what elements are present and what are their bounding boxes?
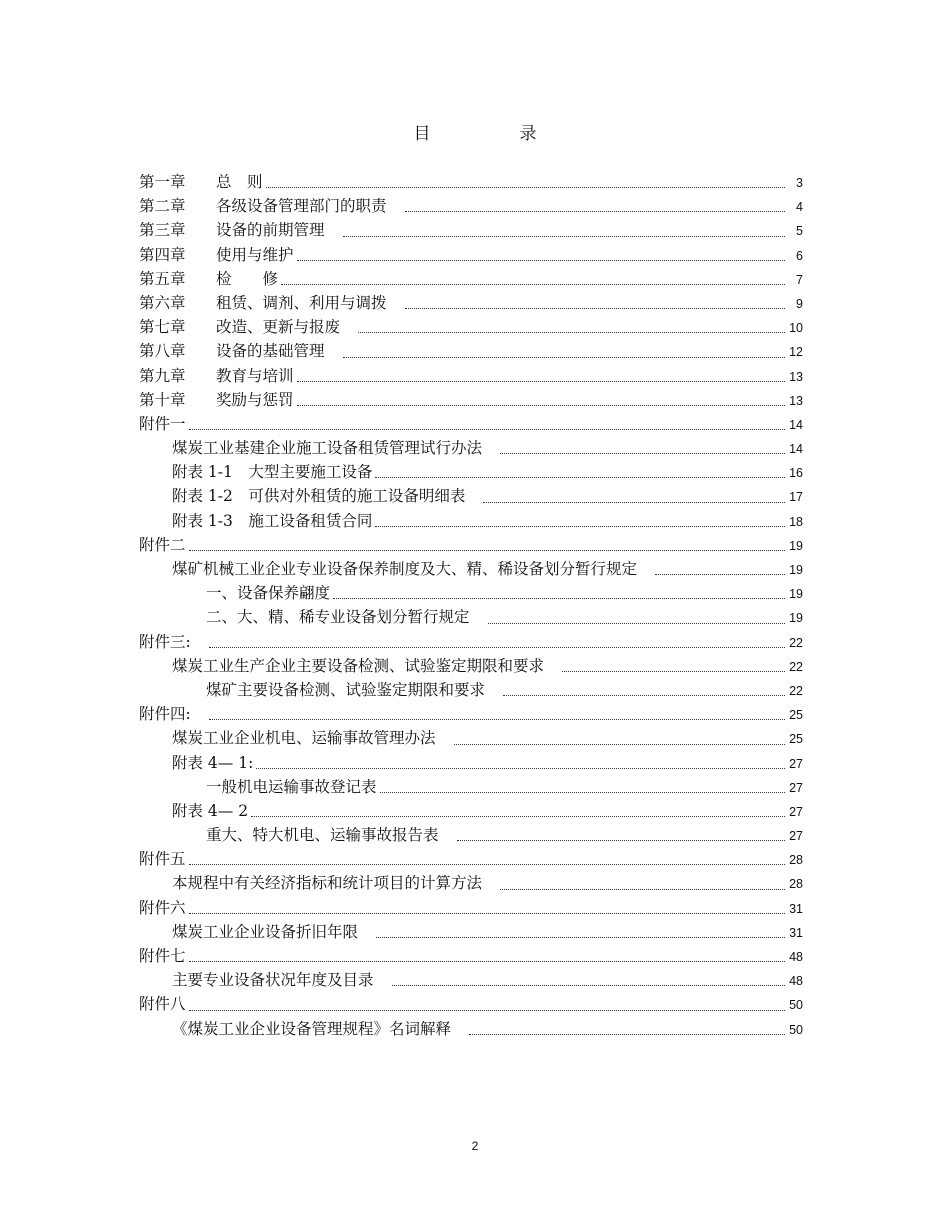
toc-entry-appendix-5[interactable] [139, 847, 803, 871]
toc-entry-appendix-3[interactable] [139, 630, 803, 654]
toc-entry-chapter-6[interactable] [139, 291, 803, 315]
entry-title: 附表 4— 1: [172, 753, 254, 772]
dot-leader [209, 705, 785, 720]
dot-leader [454, 730, 785, 745]
toc-entry-chapter-8[interactable] [139, 339, 803, 363]
dot-leader [457, 826, 785, 841]
dot-leader [405, 294, 785, 309]
toc-entry-sub[interactable] [139, 436, 803, 460]
dot-leader [375, 463, 785, 478]
chapter-title: 改造、更新与报废 [216, 318, 341, 337]
page-ref: 22 [789, 659, 803, 674]
chapter-title: 租赁、调剂、利用与调拨 [216, 293, 387, 312]
chapter-title: 各级设备管理部门的职责 [216, 197, 387, 216]
appendix-title: 附件八 [139, 995, 186, 1014]
appendix-title: 附件二 [139, 535, 186, 554]
page-ref: 27 [789, 829, 803, 844]
entry-title: 主要专业设备状况年度及目录 [172, 971, 374, 990]
entry-title: 一般机电运输事故登记表 [206, 777, 377, 796]
toc-entry-subsub[interactable] [139, 775, 803, 799]
page-ref: 22 [789, 683, 803, 698]
toc-entry-sub[interactable] [139, 557, 803, 581]
page-ref: 28 [789, 877, 803, 892]
entry-title: 煤炭工业企业设备折旧年限 [172, 922, 359, 941]
appendix-title: 附件一 [139, 414, 186, 433]
dot-leader [380, 778, 785, 793]
page-ref: 14 [789, 417, 803, 432]
page-ref: 50 [789, 1022, 803, 1037]
chapter-title: 教育与培训 [216, 366, 294, 385]
page-ref: 22 [789, 635, 803, 650]
dot-leader [189, 947, 785, 962]
entry-title: 《煤炭工业企业设备管理规程》名词解释 [172, 1019, 452, 1038]
dot-leader [375, 512, 785, 527]
toc-entry-chapter-7[interactable] [139, 315, 803, 339]
dot-leader [503, 681, 785, 696]
page-ref: 13 [789, 393, 803, 408]
toc-entry-subsub[interactable] [139, 678, 803, 702]
toc-entry-sub[interactable] [139, 509, 803, 533]
page-ref: 7 [796, 272, 803, 287]
chapter-title: 奖励与惩罚 [216, 390, 294, 409]
toc-entry-appendix-7[interactable] [139, 944, 803, 968]
dot-leader [469, 1020, 785, 1035]
page-ref: 19 [789, 611, 803, 626]
dot-leader [343, 343, 785, 358]
dot-leader [500, 439, 785, 454]
entry-title: 重大、特大机电、运输事故报告表 [206, 826, 439, 845]
page-ref: 50 [789, 998, 803, 1013]
toc-entry-chapter-9[interactable] [139, 364, 803, 388]
chapter-title: 设备的前期管理 [216, 221, 325, 240]
dot-leader [562, 657, 785, 672]
dot-leader [297, 391, 785, 406]
page-ref: 6 [796, 248, 803, 263]
chapter-number: 第九章 [139, 366, 186, 385]
appendix-title: 附件三: [139, 632, 191, 651]
toc-entry-subsub[interactable] [139, 823, 803, 847]
chapter-number: 第三章 [139, 221, 186, 240]
dot-leader [392, 971, 785, 986]
toc-entry-appendix-8[interactable] [139, 992, 803, 1016]
dot-leader [343, 222, 785, 237]
appendix-title: 附件四: [139, 705, 191, 724]
chapter-title: 使用与维护 [216, 245, 294, 264]
toc-entry-sub[interactable] [139, 1017, 803, 1041]
toc-entry-sub[interactable] [139, 920, 803, 944]
dot-leader [189, 996, 785, 1011]
page-ref: 48 [789, 950, 803, 964]
entry-title: 一、设备保养翩度 [206, 584, 331, 603]
page-number: 2 [471, 1139, 479, 1153]
dot-leader [405, 197, 785, 212]
appendix-title: 附件五 [139, 850, 186, 869]
dot-leader [297, 246, 785, 261]
dot-leader [256, 754, 785, 769]
page-ref: 10 [789, 321, 803, 336]
appendix-title: 附件六 [139, 898, 186, 917]
toc-entry-sub[interactable] [139, 484, 803, 508]
toc-entry-appendix-2[interactable] [139, 533, 803, 557]
dot-leader [189, 415, 785, 430]
entry-title: 附表 1-1 大型主要施工设备 [172, 463, 373, 482]
toc-entry-sub[interactable] [139, 968, 803, 992]
dot-leader [358, 318, 785, 333]
page-ref: 19 [789, 587, 803, 602]
toc-entry-sub[interactable] [139, 871, 803, 895]
dot-leader [500, 875, 785, 890]
table-of-contents [139, 170, 803, 1041]
page-ref: 13 [789, 369, 803, 384]
toc-entry-appendix-6[interactable] [139, 896, 803, 920]
toc-entry-chapter-10[interactable] [139, 388, 803, 412]
chapter-number: 第四章 [139, 245, 186, 264]
page-ref: 18 [789, 514, 803, 529]
chapter-number: 第六章 [139, 293, 186, 312]
chapter-number: 第一章 [139, 173, 186, 191]
dot-leader [281, 270, 785, 285]
entry-title: 煤炭工业基建企业施工设备租赁管理试行办法 [172, 439, 483, 458]
page-ref: 3 [796, 176, 803, 190]
entry-title: 二、大、精、稀专业设备划分暂行规定 [206, 608, 470, 627]
page-ref: 12 [789, 345, 803, 360]
toc-entry-chapter-1[interactable] [139, 170, 803, 194]
entry-title: 附表 4— 2 [172, 801, 249, 820]
dot-leader [333, 584, 785, 599]
toc-entry-sub[interactable] [139, 460, 803, 484]
appendix-title: 附件七 [139, 947, 186, 965]
chapter-number: 第八章 [139, 342, 186, 361]
page-ref: 27 [789, 756, 803, 771]
dot-leader [488, 609, 785, 624]
chapter-title: 检 修 [216, 269, 279, 288]
dot-leader [189, 899, 785, 914]
dot-leader [297, 367, 785, 382]
page-ref: 25 [789, 732, 803, 747]
entry-title: 煤炭工业企业机电、运输事故管理办法 [172, 729, 436, 748]
toc-entry-chapter-2[interactable] [139, 194, 803, 218]
toc-entry-appendix-4[interactable] [139, 702, 803, 726]
toc-entry-chapter-3[interactable] [139, 218, 803, 242]
chapter-number: 第五章 [139, 269, 186, 288]
page-ref: 19 [789, 538, 803, 553]
chapter-number: 第二章 [139, 197, 186, 216]
dot-leader [266, 173, 785, 188]
page-ref: 48 [789, 974, 803, 989]
toc-entry-subsub[interactable] [139, 581, 803, 605]
page-ref: 5 [796, 224, 803, 239]
dot-leader [251, 802, 785, 817]
toc-entry-sub[interactable] [139, 751, 803, 775]
toc-entry-chapter-5[interactable] [139, 267, 803, 291]
page-ref: 31 [789, 901, 803, 916]
dot-leader [376, 923, 785, 938]
entry-title: 附表 1-3 施工设备租赁合同 [172, 511, 373, 530]
toc-entry-chapter-4[interactable] [139, 243, 803, 267]
dot-leader [189, 536, 785, 551]
page-ref: 31 [789, 925, 803, 940]
chapter-title: 设备的基础管理 [216, 342, 325, 361]
entry-title: 煤矿主要设备检测、试验鉴定期限和要求 [206, 680, 486, 699]
page-ref: 4 [796, 200, 803, 215]
page-ref: 16 [789, 466, 803, 481]
toc-entry-sub[interactable] [139, 654, 803, 678]
page-ref: 14 [789, 442, 803, 457]
toc-entry-sub[interactable] [139, 799, 803, 823]
entry-title: 煤矿机械工业企业专业设备保养制度及大、精、稀设备划分暂行规定 [172, 560, 638, 578]
toc-entry-appendix-1[interactable] [139, 412, 803, 436]
dot-leader [209, 633, 785, 648]
page-ref: 25 [789, 708, 803, 723]
page-ref: 27 [789, 780, 803, 795]
page-title: 目 录 [413, 124, 573, 144]
dot-leader [189, 850, 785, 865]
toc-entry-subsub[interactable] [139, 605, 803, 629]
page-ref: 27 [789, 804, 803, 819]
chapter-number: 第十章 [139, 390, 186, 409]
dot-leader [483, 488, 785, 503]
entry-title: 附表 1-2 可供对外租赁的施工设备明细表 [172, 487, 466, 506]
entry-title: 本规程中有关经济指标和统计项目的计算方法 [172, 874, 483, 893]
entry-title: 煤炭工业生产企业主要设备检测、试验鉴定期限和要求 [172, 656, 545, 675]
dot-leader [655, 560, 785, 575]
page-ref: 19 [789, 563, 803, 577]
chapter-number: 第七章 [139, 318, 186, 337]
page-ref: 9 [796, 296, 803, 311]
chapter-title: 总 则 [216, 173, 263, 191]
toc-entry-sub[interactable] [139, 726, 803, 750]
page-ref: 17 [789, 490, 803, 505]
page-ref: 28 [789, 853, 803, 868]
